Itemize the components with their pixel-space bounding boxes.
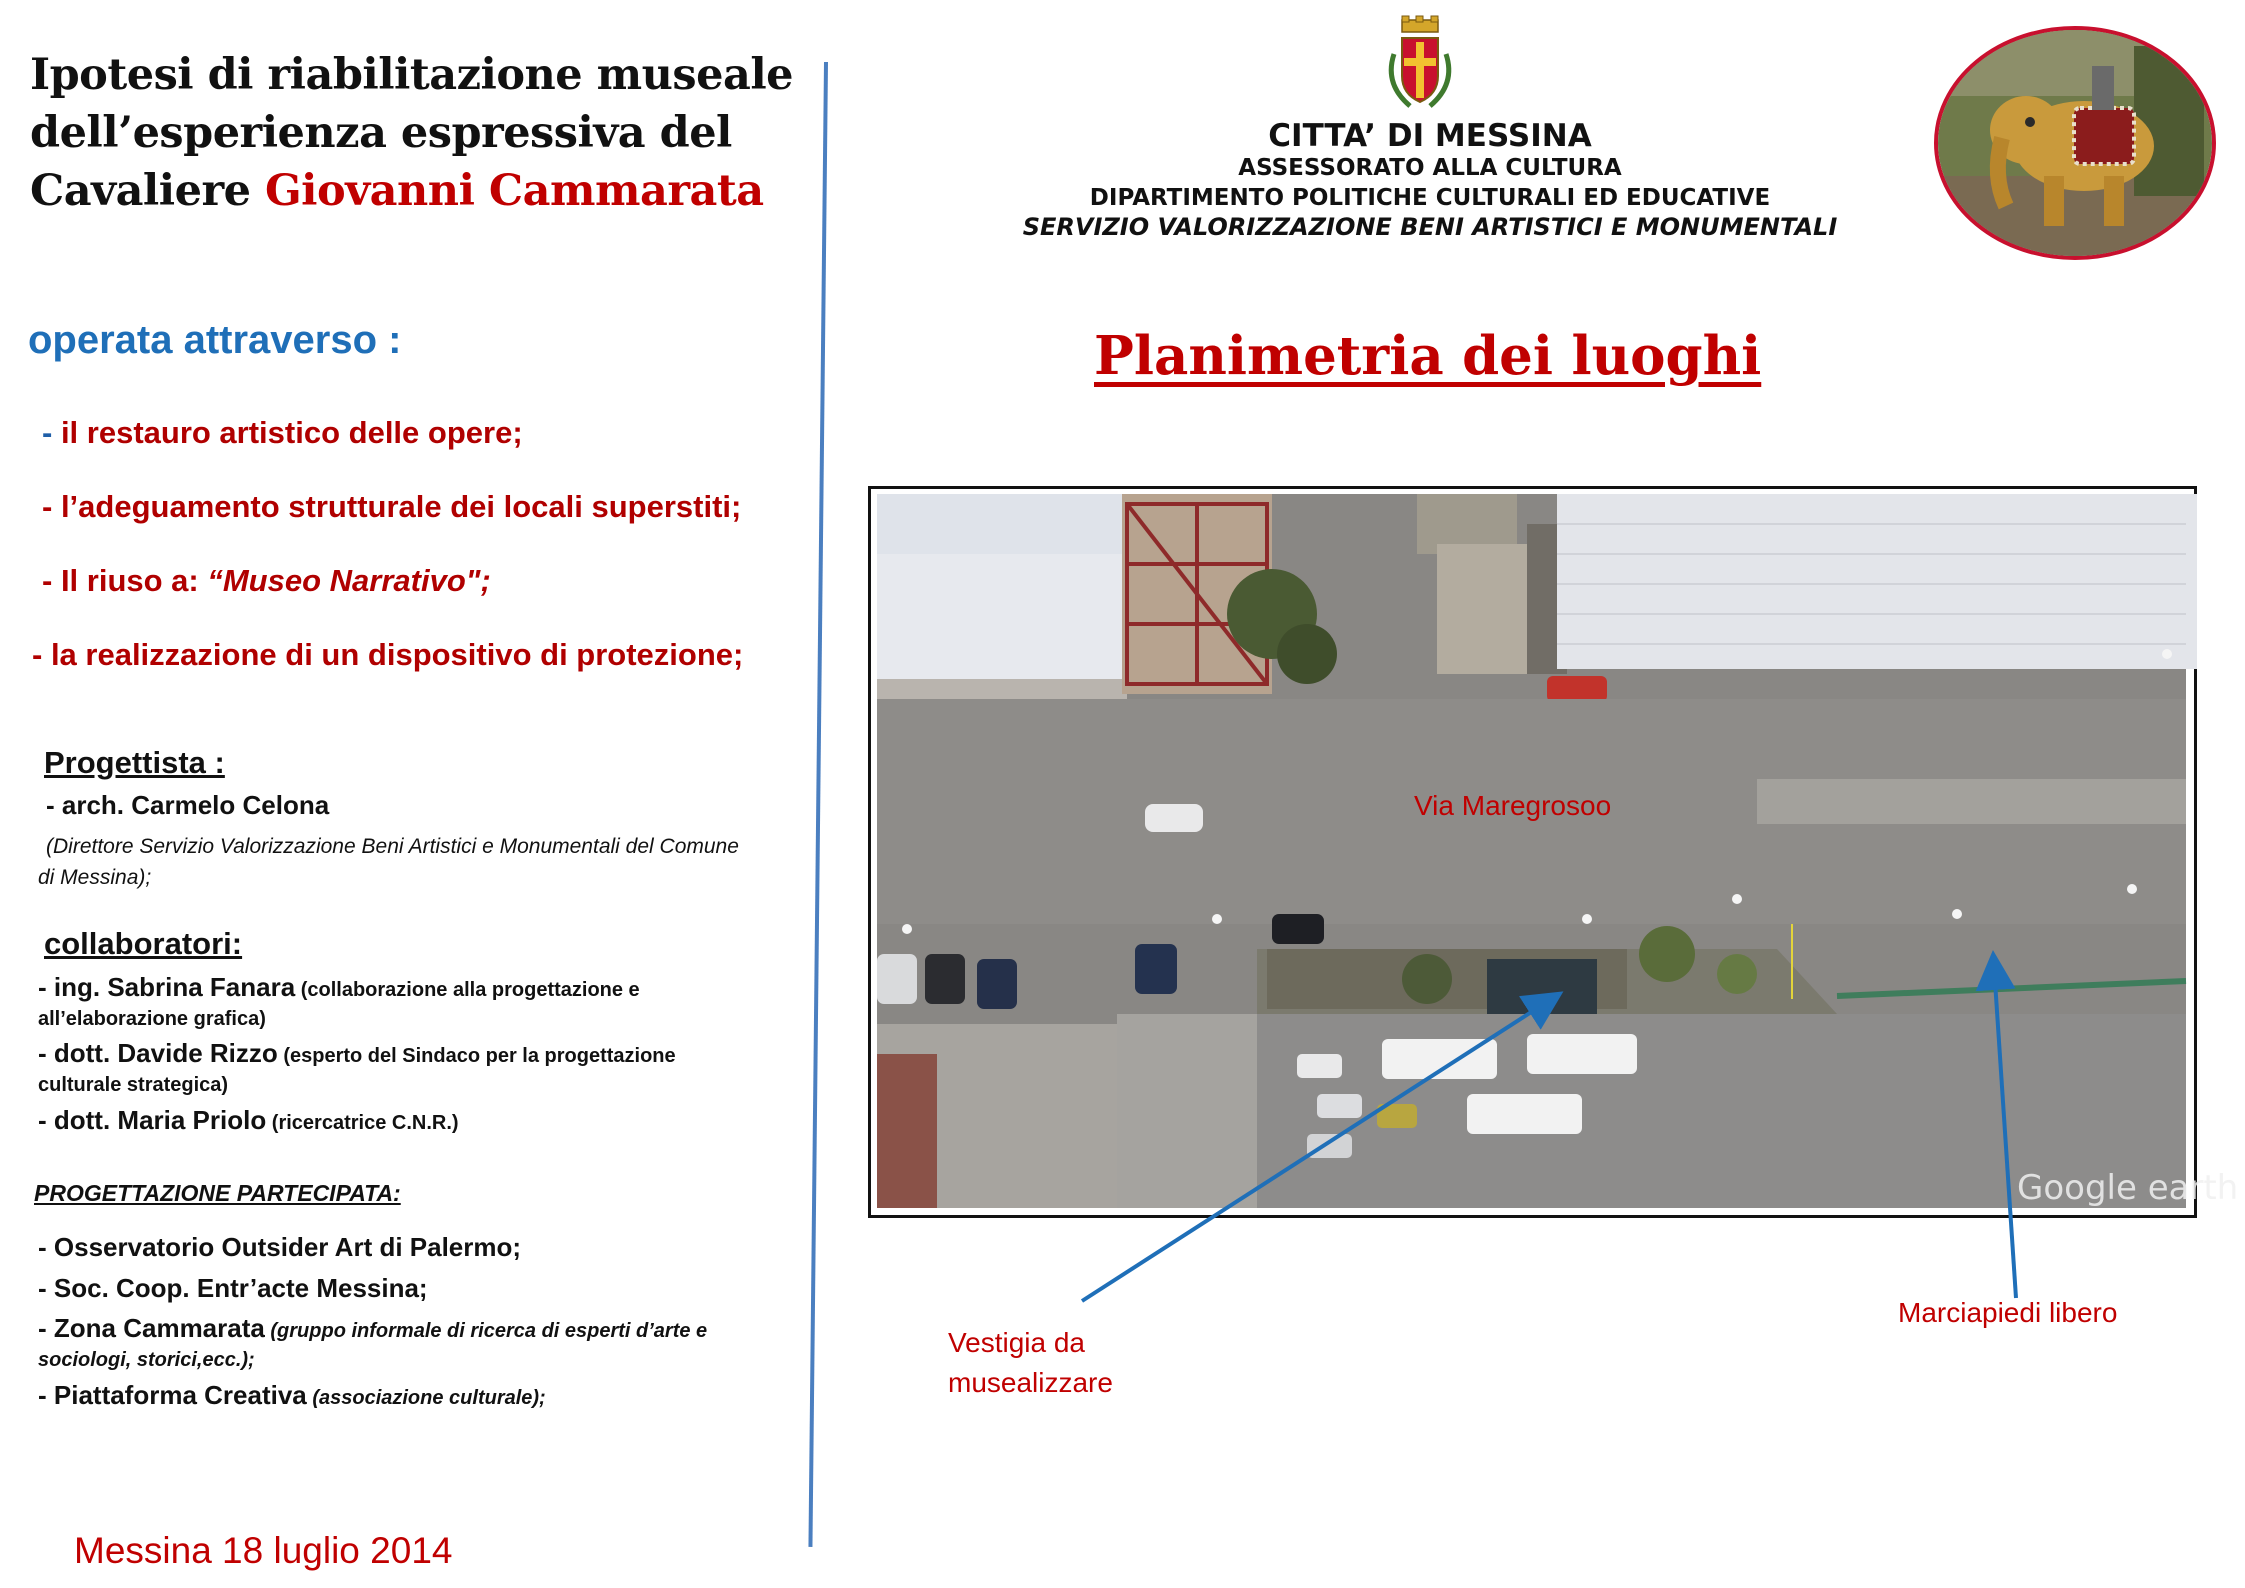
label-vestigia-line-1: Vestigia da (948, 1327, 1085, 1358)
partecipata-note: (associazione culturale); (306, 1387, 546, 1409)
item-text: Il riuso a: (60, 563, 208, 598)
collaboratori-heading: collaboratori: (44, 926, 243, 961)
header-assessorato: ASSESSORATO ALLA CULTURA (1238, 155, 1622, 181)
partecipata-note: (gruppo informale di ricerca di esperti d’arte e (264, 1320, 708, 1342)
title-line-1: Ipotesi di riabilitazione museale (30, 50, 794, 100)
arrow-marciapiedi (1994, 966, 2016, 1298)
item-text: il restauro artistico delle opere; (60, 415, 523, 450)
header-dipartimento: DIPARTIMENTO POLITICHE CULTURALI ED EDUCATIVE (1089, 185, 1771, 211)
progettista-name: - arch. Carmelo Celona (46, 790, 330, 820)
progettista-note-line-2: di Messina); (38, 866, 152, 889)
header-servizio: SERVIZIO VALORIZZAZIONE BENI ARTISTICI E MONUMENTALI (1022, 213, 1838, 241)
title-line-2: dell’esperienza espressiva del (30, 108, 732, 158)
label-vestigia (948, 1323, 1113, 1403)
collaboratore-role: (collaborazione alla progettazione e (295, 979, 640, 1001)
collaboratore-name: - dott. Davide Rizzo (38, 1038, 278, 1068)
map-watermark: Google earth (2017, 1168, 2239, 1208)
museo-narrativo-text: “Museo Narrativo"; (207, 563, 491, 598)
partecipata-note-cont: sociologi, storici,ecc.); (38, 1349, 255, 1371)
item-dash: - (42, 489, 61, 524)
item-dash: - (42, 415, 61, 450)
collaboratore-role-cont: all’elaborazione grafica) (38, 1008, 266, 1030)
collaboratore-role: (esperto del Sindaco per la progettazione (277, 1045, 676, 1067)
arrow-vestigia (1082, 1000, 1550, 1301)
item-text: la realizzazione di un dispositivo di protezione; (50, 637, 744, 672)
partecipata-name: - Piattaforma Creativa (38, 1380, 307, 1410)
header-city: CITTA’ DI MESSINA (1268, 118, 1592, 154)
artist-name: Giovanni Cammarata (264, 166, 764, 216)
progettista-note-line-1: (Direttore Servizio Valorizzazione Beni Artistici e Monumentali del Comune (46, 835, 739, 858)
label-vestigia-line-2: musealizzare (948, 1367, 1113, 1398)
item-dash: - (32, 637, 51, 672)
partecipata-osservatorio: - Osservatorio Outsider Art di Palermo; (38, 1232, 522, 1262)
footer-date: Messina 18 luglio 2014 (74, 1530, 453, 1571)
partecipata-heading: PROGETTAZIONE PARTECIPATA: (34, 1180, 401, 1206)
planimetria-title: Planimetria dei luoghi (1094, 325, 1762, 387)
operata-heading: operata attraverso : (28, 318, 402, 362)
label-marciapiedi: Marciapiedi libero (1898, 1297, 2118, 1328)
partecipata-name: - Zona Cammarata (38, 1313, 265, 1343)
partecipata-entracte: - Soc. Coop. Entr’acte Messina; (38, 1273, 428, 1303)
item-text: l’adeguamento strutturale dei locali superstiti; (60, 489, 742, 524)
title-prefix: Cavaliere (30, 166, 265, 216)
collaboratore-role-cont: culturale strategica) (38, 1074, 229, 1096)
item-dash: - (42, 563, 61, 598)
street-label: Via Maregrosoo (1414, 790, 1612, 821)
progettista-heading: Progettista : (44, 745, 225, 780)
collaboratore-name: - dott. Maria Priolo (38, 1105, 267, 1135)
collaboratore-name: - ing. Sabrina Fanara (38, 972, 296, 1002)
collaboratore-role: (ricercatrice C.N.R.) (266, 1112, 459, 1134)
